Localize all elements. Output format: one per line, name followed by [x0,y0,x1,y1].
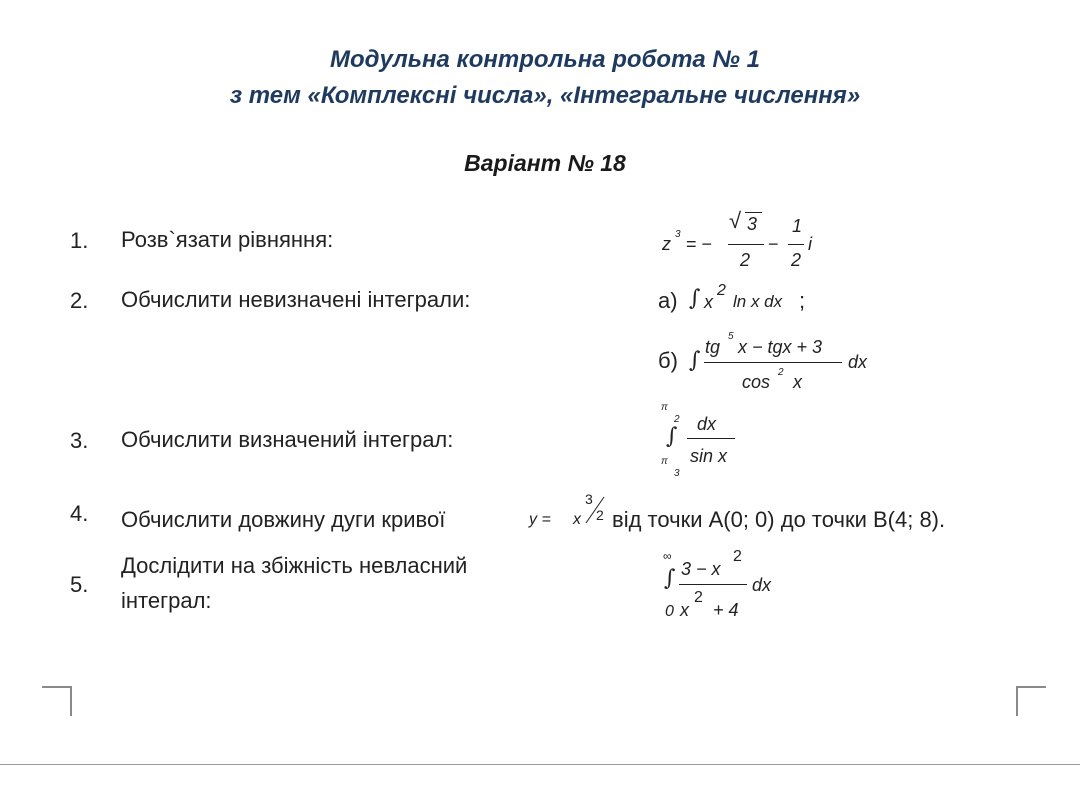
task-4-text-a: Обчислити довжину дуги кривої [121,507,446,532]
f5-lower: 0 [665,603,674,620]
f5-den-b: + 4 [713,600,739,620]
f2a-base: x [704,292,713,312]
f2b-den-a-exp: 2 [778,367,784,378]
task-5-text-line2: інтеграл: [121,588,212,613]
task-1-number: 1. [70,228,89,253]
f1-z: z [662,234,671,254]
f3-upper-num: π [661,402,668,413]
f2b-num-a-exp: 5 [728,331,734,342]
f1-eq: = − [686,234,713,254]
f3-lower-num: π [661,456,668,467]
f1-frac-bar-2 [788,244,804,245]
f1-sqrt-bar [745,212,762,213]
f2b-frac-bar [704,362,842,363]
page-corner-left [42,686,72,716]
f1-frac-bar-1 [728,244,764,245]
f2b-den-a: cos [742,372,771,392]
variant-title: Варіант № 18 [464,150,626,176]
page-corner-right [1016,686,1046,716]
f4-base: x [573,511,581,528]
task-1-text: Розв`язати рівняння: [121,227,334,252]
f1-sqrt-sign: √ [729,208,742,233]
f2a-label: а) [658,288,678,313]
f1-z-exp: 3 [675,229,681,240]
f3-lower-den: 3 [674,468,680,479]
f2a-rest: ln x dx [733,292,783,311]
f2b-num-a: tg [705,337,721,357]
task-3-text: Обчислити визначений інтеграл: [121,427,454,452]
f5-dx: dx [752,575,772,595]
f1-den-2: 2 [791,250,802,270]
f5-den-a: x [680,600,689,620]
f3-upper-den: 2 [674,414,680,425]
f5-num-a: 3 − x [681,559,721,579]
f2b-den-b: x [793,372,802,392]
task-2-number: 2. [70,288,89,313]
f2b-integral-icon: ∫ [689,348,701,373]
f1-minus: − [768,234,779,254]
f4-exp-num: 3 [585,491,593,507]
task-5-number: 5. [70,572,89,597]
f2b-num-b: x − tgx + 3 [738,337,823,357]
task-2-text: Обчислити невизначені інтеграли: [121,287,471,312]
f4-lhs: y = [529,511,551,528]
f2b-label: б) [658,348,678,373]
f1-den-1: 2 [740,250,751,270]
document-subtitle: з тем «Комплексні числа», «Інтегральне числення» [229,82,861,109]
f1-sqrt-arg: 3 [747,214,758,234]
task-5-text-line1: Дослідити на збіжність невласний [121,553,468,578]
f3-num: dx [697,414,717,434]
f5-den-a-exp: 2 [694,589,703,606]
f3-den: sin x [690,446,728,466]
f2a-integral-icon: ∫ [689,286,701,311]
f2a-exp: 2 [717,282,726,299]
f3-frac-bar [687,438,735,439]
f1-unit: i [808,234,812,254]
f4-exp-den: 2 [596,507,604,523]
task-4-number: 4. [70,501,89,526]
f5-upper: ∞ [663,549,672,563]
task-4-text-b: від точки A(0; 0) до точки B(4; 8). [612,507,946,532]
f2b-dx: dx [848,352,868,372]
page-bottom-divider [0,764,1080,765]
f1-num-2: 1 [792,216,803,236]
document-title: Модульна контрольна робота № 1 [330,46,760,73]
f2a-semicolon: ; [799,288,806,313]
f5-num-a-exp: 2 [733,548,742,565]
f5-integral-icon: ∫ [664,566,676,591]
f5-frac-bar [679,584,747,585]
f3-integral-icon: ∫ [666,424,678,449]
task-3-number: 3. [70,428,89,453]
